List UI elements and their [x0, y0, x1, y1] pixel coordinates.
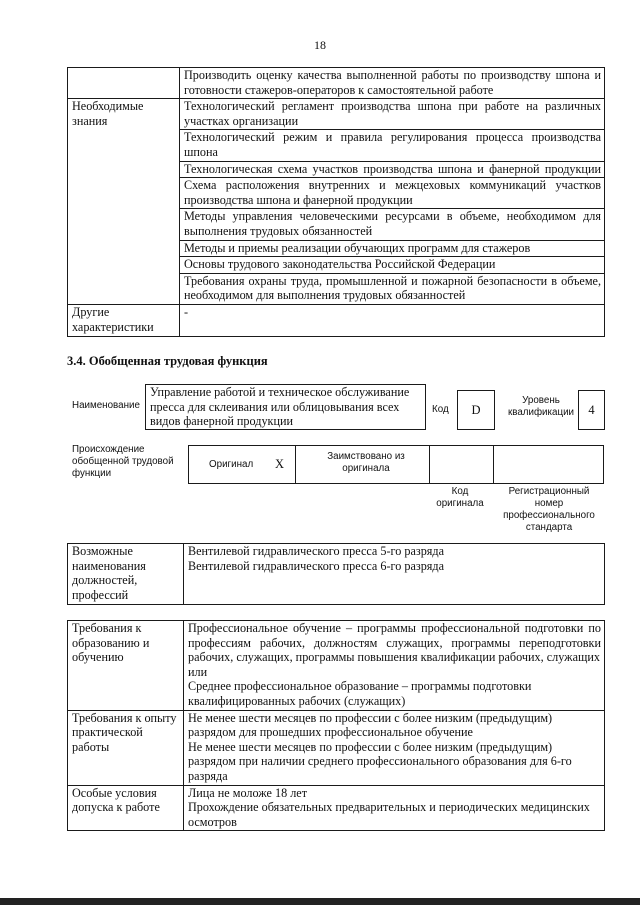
table-row [68, 544, 605, 605]
education-line: Профессиональное обучение – программы профессиональной подготовки по профессиям рабочих, должностям служащих, программы переподготовки рабочих, служащих, программы повышения квалификации рабочих, служащих [188, 621, 601, 665]
registration-number-label: Регистрационный номер профессионального стандарта [503, 486, 595, 533]
job-titles-table [67, 543, 605, 605]
divider [493, 446, 494, 483]
original-label: Оригинал [209, 459, 254, 470]
knowledge-item: Методы и приемы реализации обучающих программ для стажеров [180, 240, 605, 257]
job-title: Вентилевой гидравлического пресса 6-го разряда [188, 558, 445, 573]
job-title: Вентилевой гидравлического пресса 5-го разряда [188, 544, 445, 558]
page-number: 18 [314, 38, 326, 52]
admission-label: Особые условия допуска к работе [68, 785, 184, 831]
admission-line: Прохождение обязательных предварительных и периодических медицинских осмотров [188, 800, 590, 829]
experience-line: Не менее шести месяцев по профессии с более низким (предыдущим) разрядом при наличии среднего профессионального образования для 6-го разряда [188, 739, 572, 783]
borrowed-label: Заимствовано из оригинала [327, 451, 405, 474]
divider [295, 446, 296, 483]
table-row [68, 785, 605, 831]
knowledge-label: Необходимые знания [68, 99, 180, 305]
education-values [184, 621, 605, 711]
function-name-box: Управление работой и техническое обслуживание пресса для склеивания или облицовывания всех видов фанерной продукции [145, 384, 426, 430]
code-value-box: D [457, 390, 495, 430]
empty-label-cell [68, 68, 180, 99]
knowledge-item: Основы трудового законодательства Российской Федерации [180, 257, 605, 274]
education-label: Требования к образованию и обучению [68, 621, 184, 711]
skill-continuation: Производить оценку качества выполненной работы по производству шпона и готовности стажеров-операторов к самостоятельной работе [180, 68, 605, 99]
admission-values [184, 785, 605, 831]
experience-line: Не менее шести месяцев по профессии с более низким (предыдущим) разрядом для прошедших профессиональное обучение [188, 710, 553, 740]
qualification-level-box: 4 [578, 390, 605, 430]
section-heading: 3.4. Обобщенная трудовая функция [67, 354, 268, 368]
requirements-table [67, 620, 605, 831]
experience-label: Требования к опыту практической работы [68, 710, 184, 785]
table-row [68, 621, 605, 711]
code-of-original-label: Код оригинала [436, 486, 484, 509]
origin-label: Происхождение обобщенной трудовой функции [72, 444, 174, 479]
table-row [68, 304, 605, 336]
other-characteristics-label: Другие характеристики [68, 304, 180, 336]
knowledge-item: Технологический регламент производства шпона при работе на различных участках организации [180, 99, 605, 130]
education-line: Среднее профессиональное образование – программы подготовки квалифицированных рабочих (служащих) [188, 679, 532, 708]
admission-line: Лица не моложе 18 лет [188, 785, 308, 800]
scan-bottom-edge [0, 898, 640, 905]
job-titles-label: Возможные наименования должностей, профессий [68, 544, 184, 605]
qualification-level-label: Уровень квалификации [507, 395, 575, 418]
knowledge-item: Технологическая схема участков производства шпона и фанерной продукции [180, 161, 605, 178]
experience-values [184, 710, 605, 785]
table-row [68, 99, 605, 130]
table-row [68, 68, 605, 99]
origin-row [188, 445, 604, 484]
education-line: или [188, 664, 208, 679]
knowledge-table [67, 67, 605, 337]
original-mark: X [275, 457, 285, 471]
other-characteristics-value: - [180, 304, 605, 336]
knowledge-item: Требования охраны труда, промышленной и пожарной безопасности в объеме, необходимом для выполнения трудовых обязанностей [180, 273, 605, 304]
table-row [68, 710, 605, 785]
knowledge-item: Схема расположения внутренних и межцеховых коммуникаций участков производства шпона и фанерной продукции [180, 178, 605, 209]
knowledge-item: Методы управления человеческими ресурсами в объеме, необходимом для выполнения трудовых обязанностей [180, 209, 605, 240]
code-label: Код [432, 404, 449, 415]
divider [429, 446, 430, 483]
name-label: Наименование [72, 400, 140, 411]
job-titles-values [184, 544, 605, 605]
knowledge-item: Технологический режим и правила регулирования процесса производства шпона [180, 130, 605, 161]
